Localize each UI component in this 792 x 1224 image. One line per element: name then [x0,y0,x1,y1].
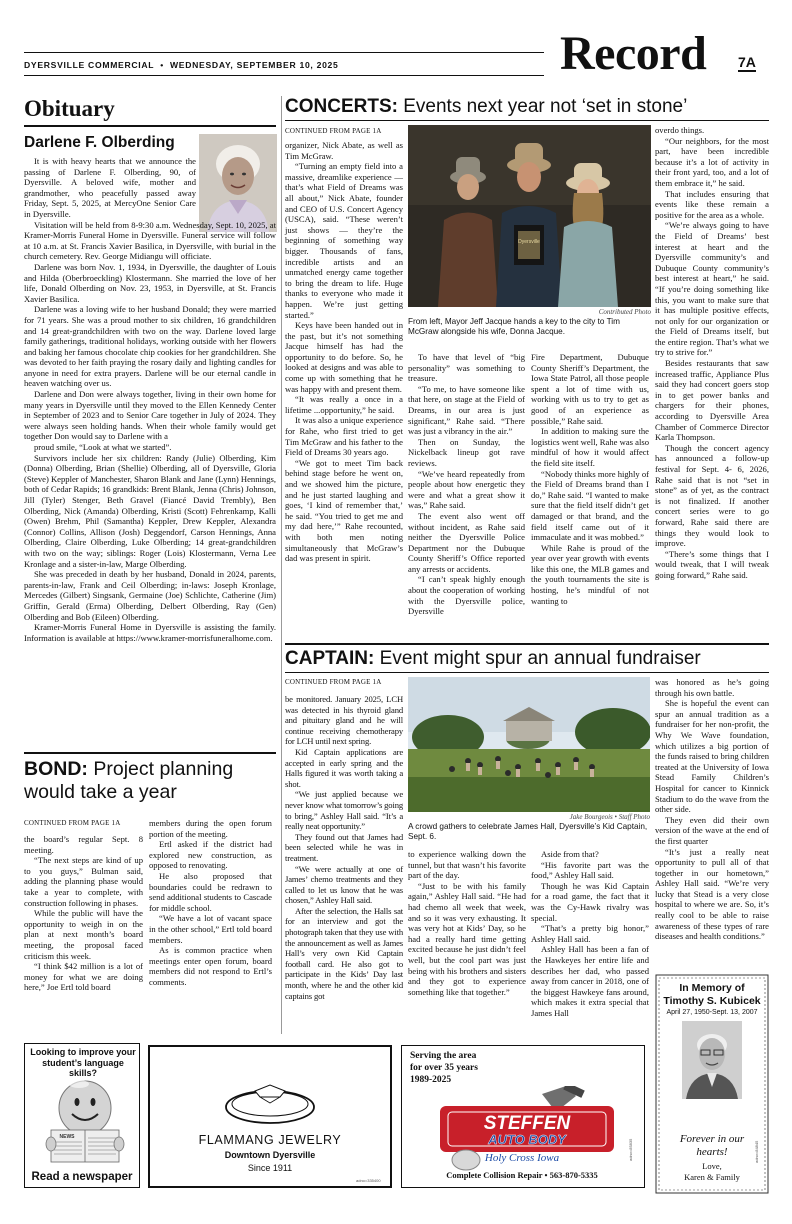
bond-col1 [24,834,143,993]
obit-p3: Darlene was born Nov. 1, 1934, in Dyersville, the daughter of Louis and Hilda (Oberbroeckling) Klostermann. She married the love of her life, Donald Olberding on Nov. 23, 1953, in Dyersville, at St. Francis Xavier Basilica. [24,261,276,304]
reading-paper-label: NEWS [59,1134,75,1140]
obit-p4: Darlene was a loving wife to her husband Donald; they were married for 71 years. She was a proud mother to six children, 16 grandchildren and 14 great-grandchildren with two on the way. Darlene loved large family gatherings, traditional holidays, working outside with her flowers and baking her famous chocolate chip cookies for her grandchildren. She was devoted to her faith praying the rosary daily and lighting candles for anyone in need for extra prayers. Darlene will be our eternal candle in heaven watching over us. [24,304,276,389]
obituary-header: Obituary [24,96,276,127]
memorial-line1: Forever in our [679,1133,745,1145]
bond-p9: As is common practice when meetings enter open forum, board members did not respond to Ertl’s comments. [149,945,272,987]
concerts-kicker: CONCERTS: [285,96,398,117]
bond-p4: “I think $42 million is a lot of money for what we are doing here,” Joe Ertl told board [24,961,143,993]
obituary-body [24,156,276,643]
concerts-c4p6: Though the concert agency has announced a follow-up festival for Sept. 4- 6, 2026, Rahe said that is not “set in stone” as of yet, as the contract is not finalized. If another concert series were to go forward, Rahe said there are things they would look to improve. [655,442,769,549]
obit-p6: proud smile, “Look at what we started”. [34,442,172,453]
memorial-portrait [682,1021,742,1099]
reading-cta: Read a newspaper [31,1171,133,1183]
bond-col2 [149,818,272,988]
bond-kicker: BOND: [24,758,88,780]
memorial-line2: hearts! [696,1146,728,1158]
bond-p7: He also proposed that boundaries could be redrawn to send additional students to Cascade for middle school. [149,870,272,913]
steffen-service: Complete Collision Repair • 563-870-5335 [446,1170,598,1180]
bond-top-rule [24,752,276,754]
column-divider [281,96,282,1034]
concerts-col2 [408,352,525,617]
concerts-c2p2: “To me, to have someone like that here, on stage at the Field of Dreams, in our area is just significant,” Rahe said. “There was just a vibrancy in the air.” [408,383,525,437]
concerts-c4p5: Besides restaurants that saw increased traffic, Appliance Plus said they had concert goers stop in to get power banks and chargers for their phones, according to Dyersville Area Chamber of Commerce Director Karla Thompson. [655,358,769,443]
captain-c4p1: was honored as he’s going through his own battle. [655,677,769,698]
masthead-rule [24,52,544,53]
memorial-love: Love, [702,1161,722,1171]
concerts-rule [285,120,769,121]
captain-c3p4: “That’s a pretty big honor,” Ashley Hall said. [531,923,649,944]
concerts-c2p1: To have that level of “big personality” was something to treasure. [408,352,525,384]
concerts-c1p1: organizer, Nick Abate, as well as Tim McGraw. [285,140,403,161]
obit-p2: Visitation will be held from 8-9:30 a.m. Wednesday, Sept. 10, 2025, at Kramer-Morris Funeral Home in Dyersville. Funeral service will follow at 10 a.m. at St. Francis Xavier Basilica, in Dyersville, with burial in the church cemetery. Rev. George Midiangu will officiate. [24,219,276,262]
steffen-ad [401,1045,645,1188]
bond-p6: Ertl asked if the district had explored new construction, as opposed to renovating. [149,839,272,871]
reading-ad [24,1043,140,1188]
page-number: 7A [738,54,756,70]
captain-c2p1: to experience walking down the tunnel, but that wasn’t his favorite part of the day. [408,849,526,881]
memorial-adno: adno=84845 [754,1140,759,1163]
concerts-c3p2: In addition to making sure the logistics went well, Rahe was also mindful of how it would affect the field site itself. [531,426,649,468]
jewelry-adno: adno=335400 [356,1178,381,1183]
concerts-col1 [285,140,403,564]
captain-photo [408,677,650,812]
steffen-location: Holy Cross Iowa [484,1152,560,1164]
steffen-years: 1989-2025 [410,1075,452,1085]
concerts-c4p7: “There’s some things that I would tweak, that I will tweak going forward,” Rahe said. [655,548,769,580]
captain-col1 [285,694,403,1001]
captain-c3p5: Ashley Hall has been a fan of the Hawkeyes her entire life and describes her dad, who passed away from cancer in 2018, one of the biggest Hawkeye fans around, which makes it extra special that James Hall [531,944,649,1018]
concerts-photo [408,125,651,307]
memorial-name: Timothy S. Kubicek [663,995,761,1007]
captain-photo-credit: Jake Bourgeois • Staff Photo [569,813,650,821]
steffen-tagline1: Serving the area [410,1051,477,1061]
bond-p2: “The next steps are kind of up to you guys,” Bulman said, adding the planning phase would take a year to complete, with construction following in phases. [24,855,143,908]
issue-date: WEDNESDAY, SEPTEMBER 10, 2025 [170,60,339,70]
obit-p1: It is with heavy hearts that we announce the passing of Darlene F. Olberding, 90, of Dyersville. A beloved wife, mother and grandmother, who peacefully passed away Friday, Sept. 5, 2025, at MercyOne Senior Care in Dyersville. [24,156,196,219]
captain-c1p1: be monitored. January 2025, LCH was detected in his thyroid gland and pituitary gland and he will continue receiving chemotherapy for LCH until next spring. [285,694,403,747]
obit-p5: Darlene and Don were always together, living in their own home for many years in Dyersville until they moved to the Ellen Kennedy Center in September of 2023 and to Senior Care together in July of 2024. They were always seen holding hands. When their whole family would get together Don would say to Darlene with a [24,389,276,442]
concerts-c4p4: “We’re always going to have the Field of Dreams’ best interest at heart and the Dyersville community’s and Dubuque County community’s best interest at heart,” he said. “If you’re doing something like this, you want to make sure that it has multiple positive effects, not only for our organization or the Field of Dreams itself, but the entire region. That’s what we try to strive for.” [655,220,769,358]
captain-continued: CONTINUED FROM PAGE 1A [285,678,382,686]
jewelry-since: Since 1911 [247,1163,293,1173]
concerts-c1p4: “It was really a once in a lifetime ...opportunity,” he said. [285,394,403,415]
masthead-paper [24,60,339,70]
memorial-dates: April 27, 1950-Sept. 13, 2007 [666,1009,758,1016]
concerts-headline [285,95,687,118]
captain-top-rule [285,643,769,645]
captain-title: Event might spur an annual fundraiser [379,648,701,669]
captain-c4p4: “It’s just a really neat opportunity to pull all of that together in our hometown,” Ashley Hall said. “We’re very lucky that Stead is a very close hospital to where we are. So, it’s really cool to be able to raise awareness of these types of rare diseases and health conditions.” [655,846,769,942]
concerts-photo-credit: Contributed Photo [598,308,651,316]
captain-rule [285,672,769,673]
bond-p1: the board’s regular Sept. 8 meeting. [24,834,143,855]
steffen-tagline2: for over 35 years [410,1063,478,1073]
section-title: Record [560,27,707,80]
concerts-c1p5: It was also a unique experience for Rahe, who first tried to get Tim McGraw and his father to the Field of Dreams 30 years ago. [285,415,403,458]
captain-c4p2: She is hopeful the event can spur an annual tradition as a fundraiser for her non-profit, the Why We Wave foundation, which utilizes a big portion of the funds raised to bring children treated at the University of Iowa Stead Family Children’s Hospital for cancer to Kinnick Stadium to do the wave from the other side. [655,698,769,815]
captain-c3p1: Aside from that? [541,849,599,859]
captain-col3 [531,849,649,1019]
concerts-c2p5: The event also went off without incident, as Rahe said neither the Dyersville Police Department nor the Dubuque County Sheriff’s Office reported any arrests or accidents. [408,510,525,574]
jewelry-ad [148,1045,392,1188]
concerts-col4 [655,125,769,581]
concerts-caption: From left, Mayor Jeff Jacque hands a key to the city to Tim McGraw alongside his wife, Donna Jacque. [408,317,620,336]
captain-c1p3: “We just applied because we never know what tomorrow’s going to bring,” Ashley Hall said. “It’s a really neat opportunity.” [285,789,403,832]
concerts-c4p3: That includes ensuring that events like these remain a positive for the area as a whole. [655,188,769,220]
memorial-from: Karen & Family [684,1172,740,1182]
captain-caption: A crowd gathers to celebrate James Hall, Dyersville’s Kid Captain, Sept. 6. [408,822,648,841]
steffen-brand2: AUTO BODY [488,1132,566,1147]
concerts-title: Events next year not ‘set in stone’ [403,96,688,117]
jewelry-location: Downtown Dyersville [224,1150,316,1160]
concerts-c4p1: overdo things. [655,125,705,135]
paper-name: DYERSVILLE COMMERCIAL [24,60,155,70]
concerts-c1p2: “Turning an empty field into a massive, dreamlike experience — that’s what Field of Dreams was all about,” Nick Abate, founder and CEO of U.S. Concert Agency (USCA), said. “These weren’t just shows — they’re the beginning of something way bigger. Thousands of fans, incredible artists and an unmatched energy came together to bring the dream to life. Huge thanks to everyone who made it happen. We’re just getting started.” [285,161,403,320]
captain-c1p4: They found out that James had been selected while he was in treatment. [285,831,403,863]
obit-p8: She was preceded in death by her husband, Donald in 2024, parents, parents-in-law, Frank and Ceil Olberding; in-laws: Joseph Kronlage, Mercedes (Gilbert) Singsank, Germaine (Joe) Schlichte, Catherine (Jim) Griffin, Gerald (Erma) Olberding, Delbert Olberding, Ray (Gen) Olberding and Bob (Eileen) Olberding. [24,569,276,622]
concerts-c3p3: “Nobody thinks more highly of the Field of Dreams brand than I do,” Rahe said. “I wanted to make sure that the field itself didn’t get damaged or that brand, and the field itself came out of it immaculate and it was mobbed.” [531,468,649,543]
obit-p9: Kramer-Morris Funeral Home in Dyersville is assisting the family. Information is available at https://www.kramer-morrisfuneralhome.com. [24,622,276,643]
concerts-continued: CONTINUED FROM PAGE 1A [285,127,382,135]
obit-p7: Survivors include her six children: Randy (Julie) Olberding, Kim (Donna) Olberding, Brian (Shellie) Olberding, all of Dyersville, Gloria (Steve) Keppler of Manchester, Sharon Blank and Jane (Lynn) Hennings, both of Cedar Rapids; 16 grandkids: Brent Blank, Jenna (Chris) Johnson, Jill (Tyler) Stenger, Beth Gravel (Fiancé David Trembly), Ben Olberding, Nick (Amanda) Olberding, Kristi (Scott) Fehrenkamp, Kalli (Owen) Brehm, Phil (Samantha) Keppler, Drew Keppler, Alexandra (Connor) Collins, Allison (Josh) Deggendorf, Carson Hennings, Anna Olberding, Claire Olberding, Luke Olberding; 14 great-grandchildren with two on the way; siblings: Roger (Lois) Klostermann, Verna Lee Kronlage and a sister-in-law, Marge Olberding. [24,452,276,569]
masthead-bullet: • [160,60,164,70]
captain-headline [285,647,701,670]
captain-c1p5: “We were actually at one of James’ chemo treatments and they called to let us know that he was chosen,” Ashley Hall said. [285,863,403,906]
captain-col4 [655,677,769,942]
bond-p8: “We have a lot of vacant space in the other school,” Ertl told board members. [149,913,272,945]
concerts-c4p2: “Our neighbors, for the most part, have been incredible because it’s a lot of activity in their front yard, too, and a lot of them embrace it,” he said. [655,135,769,188]
bond-p5: members during the open forum portion of the meeting. [149,818,272,839]
concerts-c2p4: “We’ve heard repeatedly from people about how energetic they were and what a great show it was,” Rahe said. [408,468,525,511]
steffen-brand1: STEFFEN [483,1113,571,1134]
captain-kicker: CAPTAIN: [285,648,375,669]
reading-question: Looking to improve your student’s language skills? [30,1047,136,1078]
memorial-title: In Memory of [679,982,745,994]
concerts-c1p3: Keys have been handed out in the past, but it’s not something Jacque himself has had the opportunity to do before. So, he looked at designs and was able to come up with something that he was happy with and present them. [285,320,403,394]
bond-continued: CONTINUED FROM PAGE 1A [24,819,121,827]
captain-c2p2: “Just to be with his family again,” Ashley Hall said. “He had had chemo all week that week, and so it was very exhausting. It was very hot at Kids’ Day, so he had a really hard time getting excited because he just didn’t feel well, but the cool part was just being with his brothers and sisters and they got to experience something like that together.” [408,880,526,997]
bond-headline [24,758,276,804]
captain-col2 [408,849,526,997]
bond-p3: While the public will have the opportunity to weigh in on the plan at next month’s board meeting, the proposal faced criticism this week. [24,908,143,961]
captain-c3p3: Though he was Kid Captain for a road game, the fact that it was the Cy-Hawk rivalry was special. [531,880,649,923]
obituary-name: Darlene F. Olberding [24,134,175,151]
masthead-rule-bottom [24,75,544,76]
reading-smiley-icon [45,1074,125,1166]
concerts-c2p6: “I can’t speak highly enough about the cooperation of working with the Dyersville police, Dyersville [408,574,525,617]
concerts-c1p6: “We got to meet Tim back behind stage before he went on, and we showed him the picture, and he just started laughing and goes, ‘I kind of remember that,’ he said. “You tried to get me and my dad here,’” Rahe recounted, with both men noting simultaneously that McGraw’s dad was present in spirit. [285,457,403,564]
captain-c4p3: They even did their own version of the wave at the end of the first quarter [655,814,769,846]
plaque-text: Dyersville [518,239,540,245]
captain-c1p6: After the selection, the Halls sat for an interview and got the photograph taken that they use with the announcement as well as James Hall’s very own Kid Captain football card. He also got to participate in the Kids’ Day last month, where he and the other kid captains got [285,905,403,1001]
captain-c3p2: “His favorite part was the food,” Ashley Hall said. [531,859,649,881]
memorial-ad [654,973,770,1195]
jewelry-logo-icon [220,1083,320,1129]
captain-c1p2: Kid Captain applications are accepted in early spring and the Halls figured it was worth taking a shot. [285,746,403,789]
bond-title: Project planning would take a year [24,758,234,803]
jewelry-name: FLAMMANG JEWELRY [198,1133,342,1147]
concerts-c3p1: Fire Department, Dubuque County Sheriff’s Department, the Iowa State Patrol, all those people spent a lot of time with us, working with us to try to get as good of an experience as possible,” Rahe said. [531,352,649,426]
steffen-adno: adno=85835 [628,1138,633,1161]
concerts-c2p3: Then on Sunday, the Nickelback lineup got rave reviews. [408,436,525,468]
concerts-col3 [531,352,649,606]
concerts-c3p4: While Rahe is proud of the year over year growth with events like this one, the MLB games and the youth tournaments the site is hosting, he’s mindful of not wanting to [531,542,649,606]
